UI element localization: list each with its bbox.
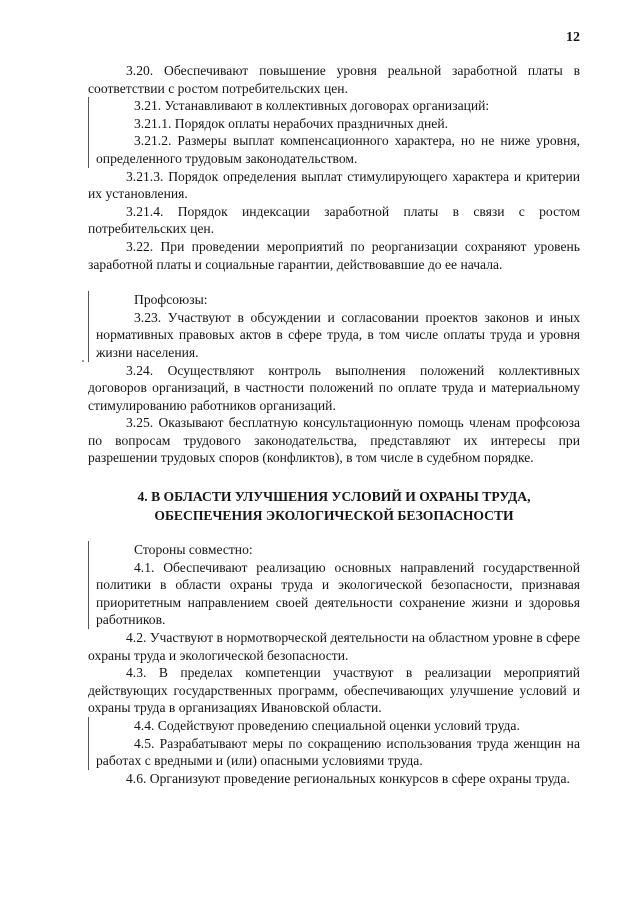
paragraph-4-4: 4.4. Содействуют проведению специальной оценки условий труда.	[88, 717, 580, 735]
paragraph-3-21-1: 3.21.1. Порядок оплаты нерабочих праздничных дней.	[88, 115, 580, 133]
paragraph-3-21: 3.21. Устанавливают в коллективных договорах организаций:	[88, 97, 580, 115]
paragraph-4-1: 4.1. Обеспечивают реализацию основных направлений государственной политики в области охраны труда и экологической безопасности, признавая приоритетным направлением своей деятельности сохранение жизни и здоровья работников.	[88, 559, 580, 629]
section-title-line-1: 4. В ОБЛАСТИ УЛУЧШЕНИЯ УСЛОВИЙ И ОХРАНЫ ТРУДА,	[137, 489, 531, 505]
page-number: 12	[566, 30, 580, 45]
paragraph-3-21-2: 3.21.2. Размеры выплат компенсационного характера, но не ниже уровня, определенного трудовым законодательством.	[88, 132, 580, 167]
paragraph-3-23: 3.23. Участвуют в обсуждении и согласовании проектов законов и иных нормативных правовых актов в сфере труда, в том числе оплаты труда и уровня жизни населения.	[88, 309, 580, 362]
paragraph-4-2: 4.2. Участвуют в нормотворческой деятельности на областном уровне в сфере охраны труда и экологической безопасности.	[88, 630, 580, 663]
paragraph-3-21-3: 3.21.3. Порядок определения выплат стимулирующего характера и критерии их установления.	[88, 168, 580, 202]
paragraph-3-20: 3.20. Обеспечивают повышение уровня реальной заработной платы в соответствии с ростом потребительских цен.	[88, 63, 580, 96]
paragraph-3-22: 3.22. При проведении мероприятий по реорганизации сохраняют уровень заработной платы и социальные гарантии, действовавшие до ее начала.	[88, 238, 580, 272]
paragraph-4-6: 4.6. Организуют проведение региональных конкурсов в сфере охраны труда.	[126, 770, 570, 786]
scan-speck	[82, 360, 84, 362]
paragraph-3-25: 3.25. Оказывают бесплатную консультационную помощь членам профсоюза по вопросам трудового законодательства, представляют их интересы при разрешении трудовых споров (конфликтов), в том числе в судебном порядке.	[88, 415, 580, 466]
paragraph-3-24: 3.24. Осуществляют контроль выполнения положений коллективных договоров организаций, в частности положений по оплате труда и материальному стимулированию работников организаций.	[88, 362, 580, 413]
paragraph-3-21-4: 3.21.4. Порядок индексации заработной платы в связи с ростом потребительских цен.	[88, 203, 580, 237]
document-body	[88, 62, 580, 787]
parties-heading: Стороны совместно:	[88, 541, 580, 559]
section-4-title	[88, 487, 580, 525]
section-title-line-2: ОБЕСПЕЧЕНИЯ ЭКОЛОГИЧЕСКОЙ БЕЗОПАСНОСТИ	[154, 508, 514, 524]
trade-unions-heading: Профсоюзы:	[88, 291, 580, 309]
paragraph-4-3: 4.3. В пределах компетенции участвуют в реализации мероприятий действующих государственных программ, обеспечивающих улучшение условий и охраны труда в организациях Ивановской области.	[88, 665, 580, 716]
paragraph-4-5: 4.5. Разрабатывают меры по сокращению использования труда женщин на работах с вредными и (или) опасными условиями труда.	[88, 735, 580, 770]
